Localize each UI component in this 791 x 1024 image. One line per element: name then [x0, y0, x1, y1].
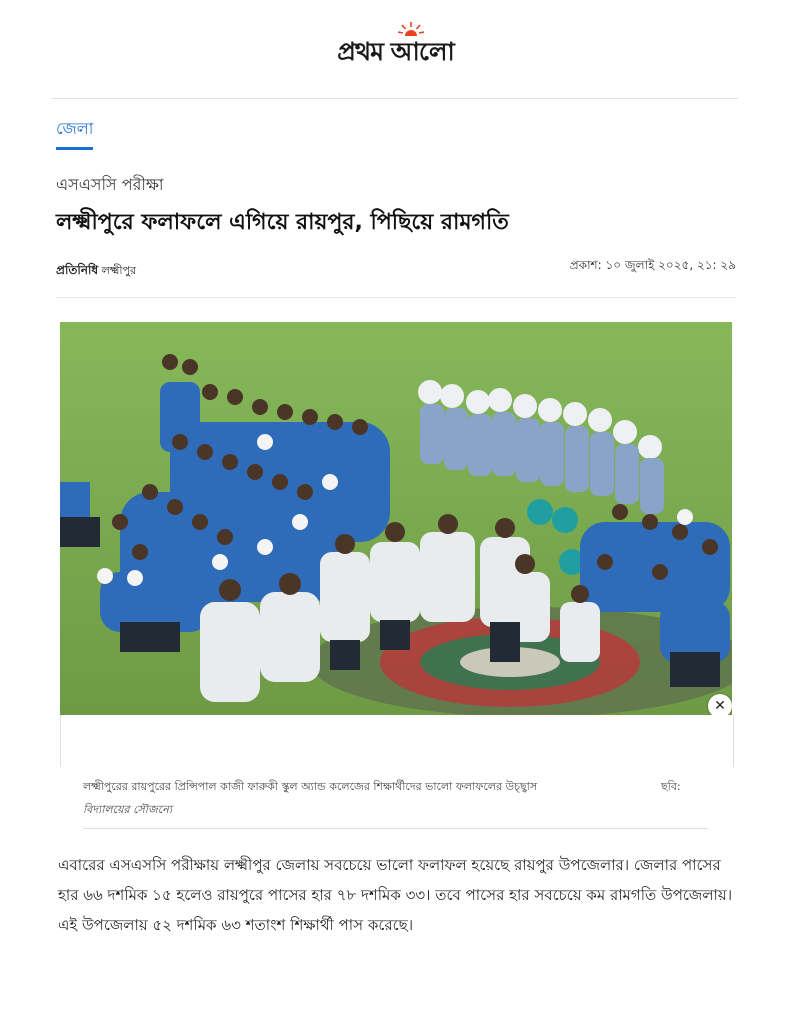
reporter-byline: [56, 262, 136, 282]
article-photo[interactable]: [60, 322, 732, 715]
photo-caption: [83, 778, 703, 816]
reporter-label: প্রতিনিধি: [56, 263, 99, 277]
publish-date: প্রকাশ: ১০ জুলাই ২০২৫, ২১: ২৯: [569, 258, 736, 272]
photo-illustration: [60, 322, 732, 715]
sun-icon: [398, 22, 424, 36]
site-logo[interactable]: [0, 32, 791, 75]
article-headline: লক্ষ্মীপুরে ফলাফলে এগিয়ে রায়পুর, পিছিয়ে রামগতি: [56, 210, 509, 235]
byline-divider: [56, 297, 736, 298]
article-body: এবারের এসএসসি পরীক্ষায় লক্ষ্মীপুর জেলায় সবচেয়ে ভালো ফলাফল হয়েছে রায়পুর উপজেলার। জেলার পাসের হার ৬৬ দশমিক ১৫ হলেও রায়পুরে পাসের হার ৭৮ দশমিক ৩৩। তবে পাসের হার সবচেয়ে কম রামগতি উপজেলায়। এই উপজেলায় ৫২ দশমিক ৬৩ শতাংশ শিক্ষার্থী পাস করেছে।: [58, 856, 733, 934]
logo-wordmark[interactable]: [337, 32, 454, 75]
header-divider: [52, 98, 738, 99]
photo-ad-strip: [60, 715, 734, 767]
caption-credit-label: ছবি:: [661, 780, 681, 793]
caption-divider: [83, 828, 708, 829]
logo-text: প্রথম আলো: [337, 37, 454, 66]
article-kicker[interactable]: এসএসসি পরীক্ষা: [56, 175, 164, 194]
caption-text: লক্ষ্মীপুরের রায়পুরের প্রিন্সিপাল কাজী ফারুকী স্কুল অ্যান্ড কলেজের শিক্ষার্থীদের ভালো ফলাফলের উচ্ছ্বাস: [83, 780, 538, 793]
caption-credit: বিদ্যালয়ের সৌজন্যে: [83, 803, 172, 816]
reporter-location: লক্ষ্মীপুর: [101, 264, 137, 277]
close-icon[interactable]: ✕: [708, 694, 732, 715]
section-link[interactable]: জেলা: [56, 116, 93, 150]
